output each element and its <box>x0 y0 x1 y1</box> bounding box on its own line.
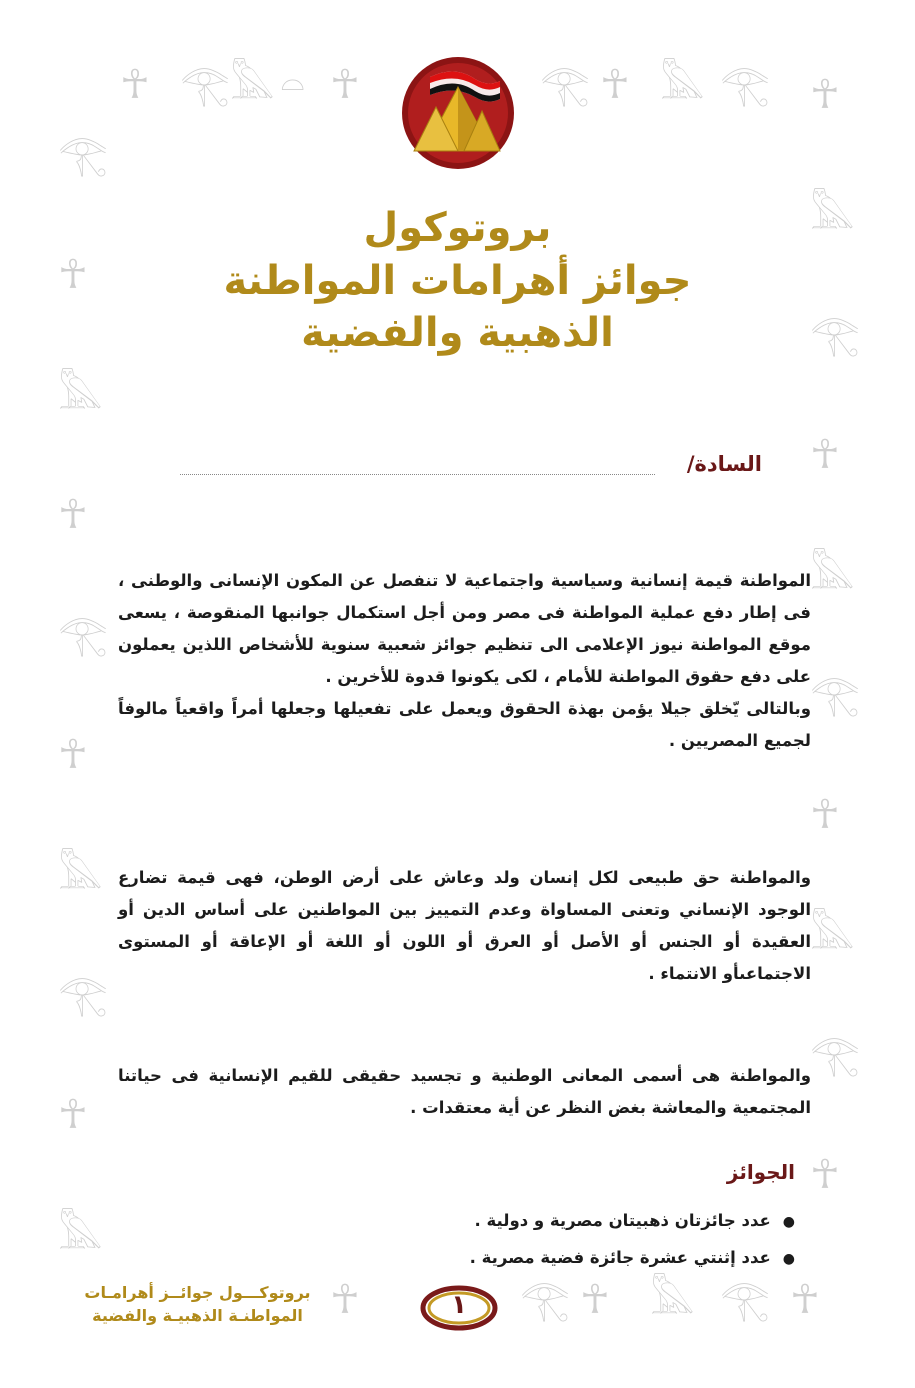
paragraph-3: والمواطنة هى أسمى المعانى الوطنية و تجسيد حقيقى للقيم الإنسانية فى حياتنا المجتمعية والمعاشة بغض النظر عن أية معتقدات . <box>118 1066 811 1117</box>
footer-line-2: المواطنـة الذهبيـة والفضية <box>92 1306 303 1325</box>
page-number: ١ <box>451 1290 467 1320</box>
eye-icon: 𓂀 <box>58 132 108 178</box>
ankh-icon: ☥ <box>58 252 88 298</box>
footer-line-1: بروتوكـــول جوائــز أهرامـات <box>84 1283 311 1302</box>
paragraph-1-text: المواطنة قيمة إنسانية وسياسية واجتماعية لا تنفصل عن المكون الإنسانى والوطنى ، فى إطار دفع عملية المواطنة فى مصر ومن أجل استكمال جوانبها المنقوصة ، يسعى موقع المواطنة نيوز الإعلامى الى تنظيم جوائز شعبية سنوية للأشخاص اللذين يعملون على دفع حقوق المواطنة للأمام ، لكى يكونوا قدوة للأخرين . <box>118 571 811 686</box>
prizes-heading: الجوائز <box>726 1160 795 1184</box>
list-item: ●عدد جائزتان ذهبيتان مصرية و دولية . <box>275 1203 795 1240</box>
paragraph-2: والمواطنة حق طبيعى لكل إنسان ولد وعاش على أرض الوطن، فهى قيمة تضارع الوجود الإنساني وتعنى المساواة وعدم التمييز بين المواطنين على أساس الدين أو العقيدة أو الجنس أو الأصل أو العرق أو اللون أو اللغة أو الإعاقة أو المستوى الاجتماعىأو الانتماء . <box>118 868 811 983</box>
bullet-icon: ● <box>782 1251 795 1267</box>
title-line-1: بروتوكول <box>363 205 552 251</box>
bird-icon: 𓅓 <box>810 192 855 238</box>
ankh-icon: ☥ <box>810 432 840 478</box>
eye-icon: 𓂀 <box>720 62 770 108</box>
bird-icon: 𓅓 <box>650 1277 695 1323</box>
eye-icon: 𓂀 <box>810 312 860 358</box>
ankh-icon: ☥ <box>58 732 88 778</box>
eye-icon: 𓂀 <box>58 972 108 1018</box>
ankh-icon: ☥ <box>330 62 360 108</box>
hieroglyph-border-left <box>58 55 118 1325</box>
bird-icon: 𓅓 <box>230 62 275 108</box>
bird-icon: 𓅓 <box>58 372 103 418</box>
ankh-icon: ☥ <box>58 492 88 538</box>
eye-icon: 𓂀 <box>540 62 590 108</box>
ankh-icon: ☥ <box>580 1277 610 1323</box>
paragraph-1 <box>118 565 811 757</box>
eye-icon: 𓂀 <box>810 1032 860 1078</box>
eye-icon: 𓂀 <box>58 612 108 658</box>
bird-icon: 𓅓 <box>58 852 103 898</box>
eye-icon: 𓂀 <box>810 672 860 718</box>
hieroglyph-border-bottom <box>330 1277 870 1340</box>
title-line-3: الذهبية والفضية <box>301 310 614 356</box>
vase-icon: 𓏏 <box>280 62 306 108</box>
ankh-icon: ☥ <box>810 1152 840 1198</box>
eye-icon: 𓂀 <box>180 62 230 108</box>
ankh-icon: ☥ <box>58 1092 88 1138</box>
addressee-blank-line <box>180 474 655 475</box>
bird-icon: 𓅓 <box>810 552 855 598</box>
hieroglyph-border-right <box>810 55 870 1325</box>
pyramids-logo <box>400 55 516 171</box>
bird-icon: 𓅓 <box>660 62 705 108</box>
ankh-icon: ☥ <box>120 62 150 108</box>
paragraph-1b-text: وبالتالى يّخلق جيلا يؤمن بهذة الحقوق ويعمل على تفعيلها وجعلها أمراً واقعياً مالوفاً لجميع المصريين . <box>118 699 811 750</box>
addressee-row <box>170 452 770 482</box>
ankh-icon: ☥ <box>810 792 840 838</box>
ankh-icon: ☥ <box>810 72 840 118</box>
prize-list <box>275 1203 795 1277</box>
ankh-icon: ☥ <box>600 62 630 108</box>
title-line-2: جوائز أهرامات المواطنة <box>223 258 692 304</box>
bullet-icon: ● <box>782 1214 795 1230</box>
list-item: ●عدد إثنتي عشرة جائزة فضية مصرية . <box>275 1240 795 1277</box>
eye-icon: 𓂀 <box>520 1277 570 1323</box>
ankh-icon: ☥ <box>330 1277 360 1323</box>
bird-icon: 𓅓 <box>810 912 855 958</box>
ankh-icon: ☥ <box>790 1277 820 1323</box>
bird-icon: 𓅓 <box>58 1212 103 1258</box>
eye-icon: 𓂀 <box>720 1277 770 1323</box>
addressee-label: السادة/ <box>686 452 762 476</box>
